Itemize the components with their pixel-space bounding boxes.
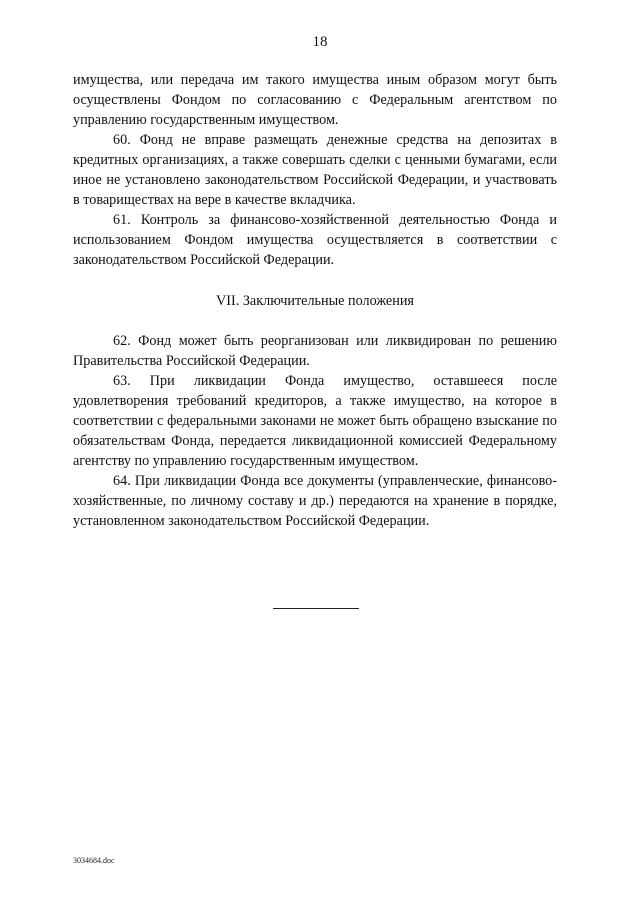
file-reference: 3034684.doc (73, 856, 115, 865)
document-body (73, 70, 557, 531)
paragraph-63: 63. При ликвидации Фонда имущество, оставшееся после удовлетворения требований кредиторов, а также имущество, на которое в соответствии с федеральными законами не может быть обращено взыскание по обязательствам Фонда, передается ликвидационной комиссией Федеральному агентству по управлению государственным имуществом. (73, 373, 557, 469)
paragraph-60: 60. Фонд не вправе размещать денежные средства на депозитах в кредитных организациях, а также совершать сделки с ценными бумагами, если иное не установлено законодательством Российской Федерации, и участвовать в товариществах на вере в качестве вкладчика. (73, 132, 557, 208)
paragraph-62: 62. Фонд может быть реорганизован или ликвидирован по решению Правительства Российской Федерации. (73, 333, 557, 369)
paragraph-61: 61. Контроль за финансово-хозяйственной деятельностью Фонда и использованием Фондом имущества осуществляется в соответствии с законодательством Российской Федерации. (73, 212, 557, 268)
end-of-document-rule (273, 608, 359, 609)
paragraph-continuation: имущества, или передача им такого имущества иным образом могут быть осуществлены Фондом по согласованию с Федеральным агентством по управлению государственным имуществом. (73, 72, 557, 128)
section-title: VII. Заключительные положения (216, 293, 414, 309)
paragraph-64: 64. При ликвидации Фонда все документы (управленческие, финансово-хозяйственные, по личному составу и др.) передаются на хранение в порядке, установленном законодательством Российской Федерации. (73, 473, 557, 529)
page-number: 18 (312, 34, 328, 50)
